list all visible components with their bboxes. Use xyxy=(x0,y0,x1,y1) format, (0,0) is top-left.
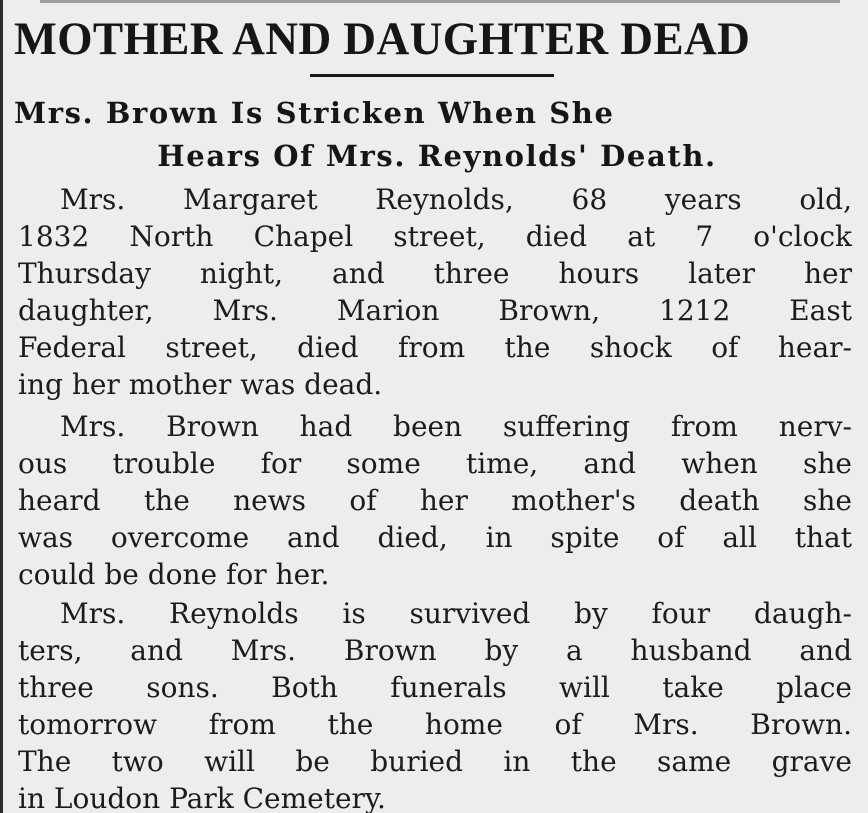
body-line: ous trouble for some time, and when she xyxy=(18,447,852,480)
body-line: heard the news of her mother's death she xyxy=(18,484,852,517)
body-line: Mrs. Brown had been suffering from nerv- xyxy=(60,410,852,443)
body-line: in Loudon Park Cemetery. xyxy=(18,782,386,813)
subheadline-line-1: Mrs. Brown Is Stricken When She xyxy=(14,96,615,130)
body-line: tomorrow from the home of Mrs. Brown. xyxy=(18,708,852,741)
body-line: 1832 North Chapel street, died at 7 o'clock xyxy=(18,220,852,253)
body-line: The two will be buried in the same grave xyxy=(18,745,852,778)
body-line: Federal street, died from the shock of hear- xyxy=(18,331,852,364)
top-column-rule xyxy=(40,0,840,3)
body-line: Thursday night, and three hours later her xyxy=(18,257,852,290)
body-line: was overcome and died, in spite of all that xyxy=(18,521,852,554)
body-line: three sons. Both funerals will take place xyxy=(18,671,852,704)
body-line: Mrs. Reynolds is survived by four daugh- xyxy=(60,597,852,630)
body-line: ing her mother was dead. xyxy=(18,368,383,401)
body-line: ters, and Mrs. Brown by a husband and xyxy=(18,634,852,667)
body-line: Mrs. Margaret Reynolds, 68 years old, xyxy=(60,183,852,216)
subheadline-line-2: Hears Of Mrs. Reynolds' Death. xyxy=(157,139,717,173)
headline: MOTHER AND DAUGHTER DEAD xyxy=(14,13,751,65)
body-line: daughter, Mrs. Marion Brown, 1212 East xyxy=(18,294,852,327)
left-column-rule xyxy=(0,0,3,813)
body-line: could be done for her. xyxy=(18,558,330,591)
headline-divider xyxy=(310,74,554,77)
